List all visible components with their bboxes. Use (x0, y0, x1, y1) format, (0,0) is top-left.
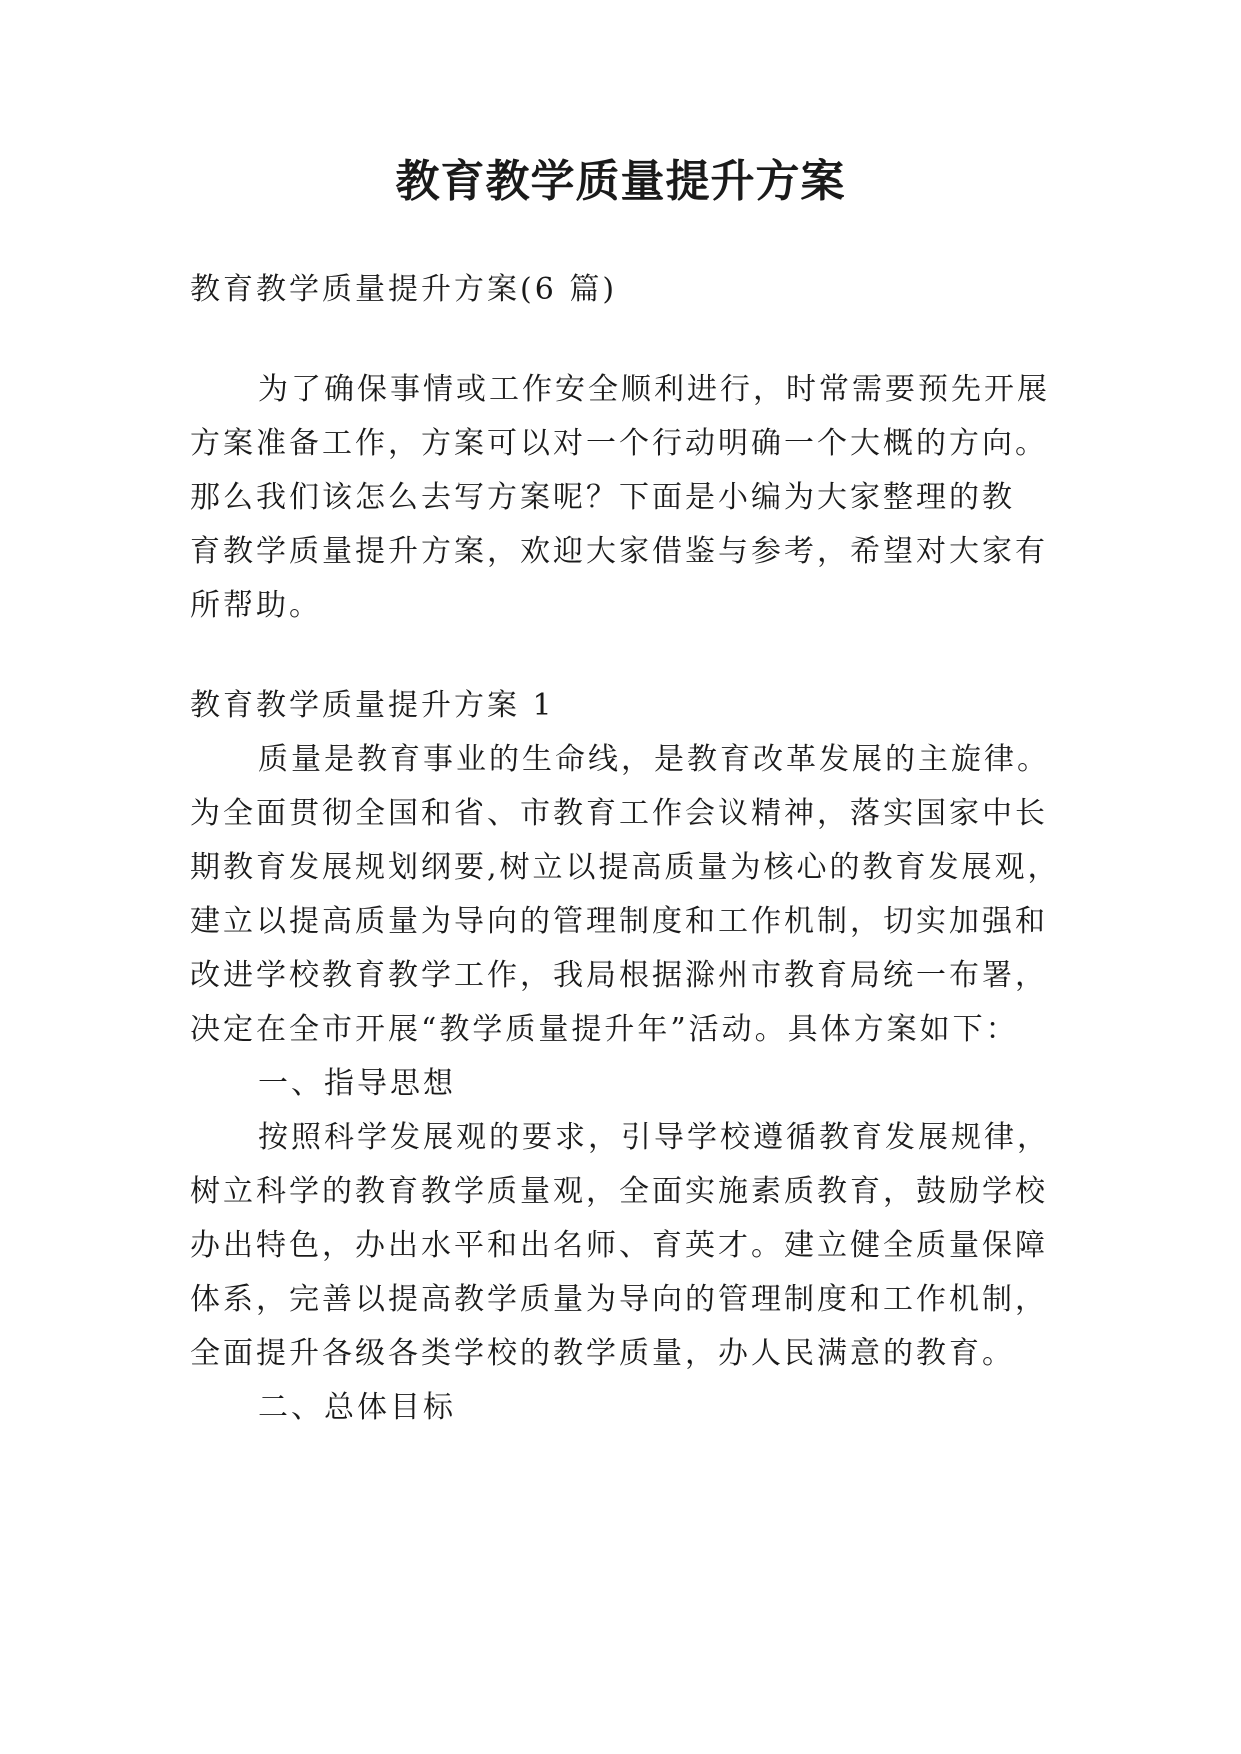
para1-line: 改进学校教育教学工作，我局根据滁州市教育局统一布署， (190, 958, 1048, 993)
document-subtitle: 教育教学质量提升方案(6 篇) (190, 272, 618, 307)
intro-line: 所帮助。 (190, 588, 322, 623)
para2-line: 按照科学发展观的要求，引导学校遵循教育发展规律， (258, 1120, 1050, 1155)
para1-line: 决定在全市开展“教学质量提升年”活动。具体方案如下： (190, 1012, 1019, 1047)
intro-line: 方案准备工作，方案可以对一个行动明确一个大概的方向。 (190, 426, 1048, 461)
para1-line: 质量是教育事业的生命线，是教育改革发展的主旋律。 (258, 742, 1050, 777)
para1-line: 期教育发展规划纲要,树立以提高质量为核心的教育发展观， (190, 850, 1061, 885)
intro-line: 育教学质量提升方案，欢迎大家借鉴与参考，希望对大家有 (190, 534, 1048, 569)
intro-line: 为了确保事情或工作安全顺利进行，时常需要预先开展 (258, 372, 1050, 407)
heading-overall-goal: 二、总体目标 (258, 1390, 456, 1425)
para2-line: 体系，完善以提高教学质量为导向的管理制度和工作机制， (190, 1282, 1048, 1317)
para1-line: 建立以提高质量为导向的管理制度和工作机制，切实加强和 (190, 904, 1048, 939)
document-title: 教育教学质量提升方案 (395, 156, 846, 207)
heading-guiding-ideology: 一、指导思想 (258, 1066, 456, 1101)
para2-line: 全面提升各级各类学校的教学质量，办人民满意的教育。 (190, 1336, 1015, 1371)
para2-line: 树立科学的教育教学质量观，全面实施素质教育，鼓励学校 (190, 1174, 1048, 1209)
para2-line: 办出特色，办出水平和出名师、育英才。建立健全质量保障 (190, 1228, 1048, 1263)
intro-line: 那么我们该怎么去写方案呢？下面是小编为大家整理的教 (190, 480, 1015, 515)
para1-line: 为全面贯彻全国和省、市教育工作会议精神，落实国家中长 (190, 796, 1048, 831)
section-heading: 教育教学质量提升方案 1 (190, 688, 555, 723)
